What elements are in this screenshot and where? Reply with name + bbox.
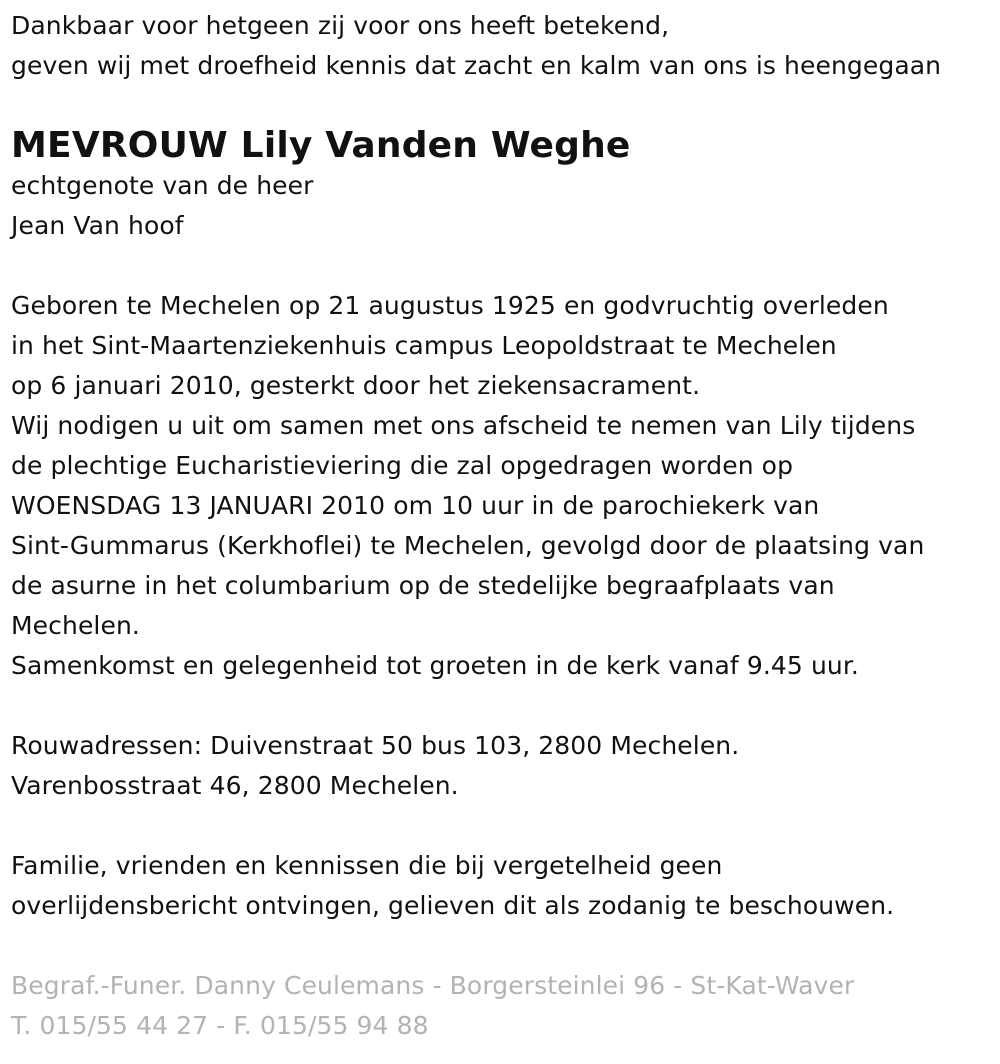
address-line-2: Varenbosstraat 46, 2800 Mechelen.	[11, 771, 459, 800]
announcement-line: in het Sint-Maartenziekenhuis campus Leopoldstraat te Mechelen	[11, 331, 837, 360]
death-notice	[11, 6, 996, 1046]
announcement-line: WOENSDAG 13 JANUARI 2010 om 10 uur in de parochiekerk van	[11, 491, 820, 520]
notice-line-1: Familie, vrienden en kennissen die bij vergetelheid geen	[11, 851, 723, 880]
announcement-line: Samenkomst en gelegenheid tot groeten in de kerk vanaf 9.45 uur.	[11, 651, 859, 680]
announcement-line: Geboren te Mechelen op 21 augustus 1925 en godvruchtig overleden	[11, 291, 889, 320]
spacer	[11, 806, 996, 846]
deceased-name: MEVROUW Lily Vanden Weghe	[11, 125, 631, 166]
intro-line-2: geven wij met droefheid kennis dat zacht en kalm van ons is heengegaan	[11, 51, 942, 80]
funeral-home-phone: T. 015/55 44 27 - F. 015/55 94 88	[11, 1011, 429, 1040]
spacer	[11, 686, 996, 726]
spacer	[11, 926, 996, 966]
announcement-line: Wij nodigen u uit om samen met ons afscheid te nemen van Lily tijdens	[11, 411, 916, 440]
spacer	[11, 246, 996, 286]
address-line-1: Rouwadressen: Duivenstraat 50 bus 103, 2800 Mechelen.	[11, 731, 740, 760]
announcement-line: de asurne in het columbarium op de stedelijke begraafplaats van	[11, 571, 835, 600]
intro-line-1: Dankbaar voor hetgeen zij voor ons heeft betekend,	[11, 11, 670, 40]
spouse-line-2: Jean Van hoof	[11, 211, 184, 240]
notice-line-2: overlijdensbericht ontvingen, gelieven dit als zodanig te beschouwen.	[11, 891, 895, 920]
announcement-line: de plechtige Eucharistieviering die zal opgedragen worden op	[11, 451, 794, 480]
announcement-line: Mechelen.	[11, 611, 140, 640]
spouse-line-1: echtgenote van de heer	[11, 171, 314, 200]
announcement-line: op 6 januari 2010, gesterkt door het ziekensacrament.	[11, 371, 701, 400]
funeral-home-address: Begraf.-Funer. Danny Ceulemans - Borgersteinlei 96 - St-Kat-Waver	[11, 971, 855, 1000]
announcement-line: Sint-Gummarus (Kerkhoflei) te Mechelen, gevolgd door de plaatsing van	[11, 531, 925, 560]
